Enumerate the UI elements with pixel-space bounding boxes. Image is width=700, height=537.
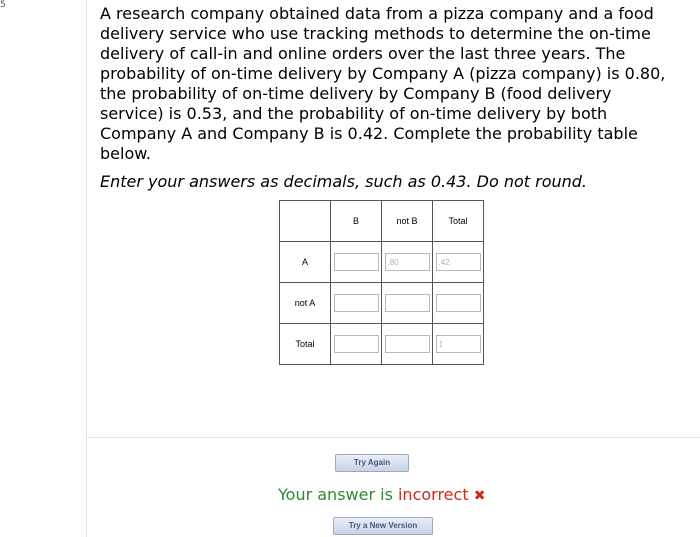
- question-text: A research company obtained data from a pizza company and a food delivery service who use tracking methods to determine the on-time delivery of call-in and online orders over the last three years. The probability of on-time delivery by Company A (pizza company) is 0.80, the probability of on-time delivery by Company B (food delivery service) is 0.53, and the probability of on-time delivery by both Company A and Company B is 0.42. Complete the probability table below.: [100, 4, 666, 163]
- row-label-not-a: not A: [280, 283, 331, 324]
- cell-not-a-b: [331, 283, 382, 324]
- table-row-a: [280, 242, 484, 283]
- section-divider: [86, 437, 700, 438]
- feedback-prefix: Your answer is: [278, 485, 398, 504]
- cell-a-b: [331, 242, 382, 283]
- row-label-a: A: [280, 242, 331, 283]
- cell-a-not-b: [382, 242, 433, 283]
- cell-total-b: [331, 324, 382, 365]
- answer-input-a-not-b[interactable]: [385, 253, 430, 271]
- table-corner-cell: [280, 201, 331, 242]
- col-header-b: B: [331, 201, 382, 242]
- answer-input-not-a-total[interactable]: [436, 294, 481, 312]
- cell-total-not-b: [382, 324, 433, 365]
- cell-total-total: [433, 324, 484, 365]
- answer-instructions: Enter your answers as decimals, such as 0.43. Do not round.: [100, 172, 588, 191]
- table-row-total: [280, 324, 484, 365]
- row-label-total: Total: [280, 324, 331, 365]
- cell-a-total: [433, 242, 484, 283]
- probability-table: [279, 200, 484, 365]
- col-header-not-b: not B: [382, 201, 433, 242]
- question-number-marker: 5: [0, 0, 6, 10]
- answer-input-a-b[interactable]: [334, 253, 379, 271]
- left-margin-rule: [86, 0, 87, 537]
- answer-input-a-total[interactable]: [436, 253, 481, 271]
- x-mark-icon: ✖: [473, 488, 486, 504]
- feedback-message: [278, 485, 485, 506]
- cell-not-a-total: [433, 283, 484, 324]
- answer-input-total-total[interactable]: [436, 335, 481, 353]
- col-header-total: Total: [433, 201, 484, 242]
- table-header-row: [280, 201, 484, 242]
- cell-not-a-not-b: [382, 283, 433, 324]
- feedback-status: incorrect: [397, 485, 469, 504]
- answer-input-total-b[interactable]: [334, 335, 379, 353]
- answer-input-not-a-b[interactable]: [334, 294, 379, 312]
- answer-input-not-a-not-b[interactable]: [385, 294, 430, 312]
- table-row-not-a: [280, 283, 484, 324]
- answer-input-total-not-b[interactable]: [385, 335, 430, 353]
- try-again-button[interactable]: Try Again: [335, 454, 409, 472]
- try-new-version-button[interactable]: Try a New Version: [333, 517, 433, 535]
